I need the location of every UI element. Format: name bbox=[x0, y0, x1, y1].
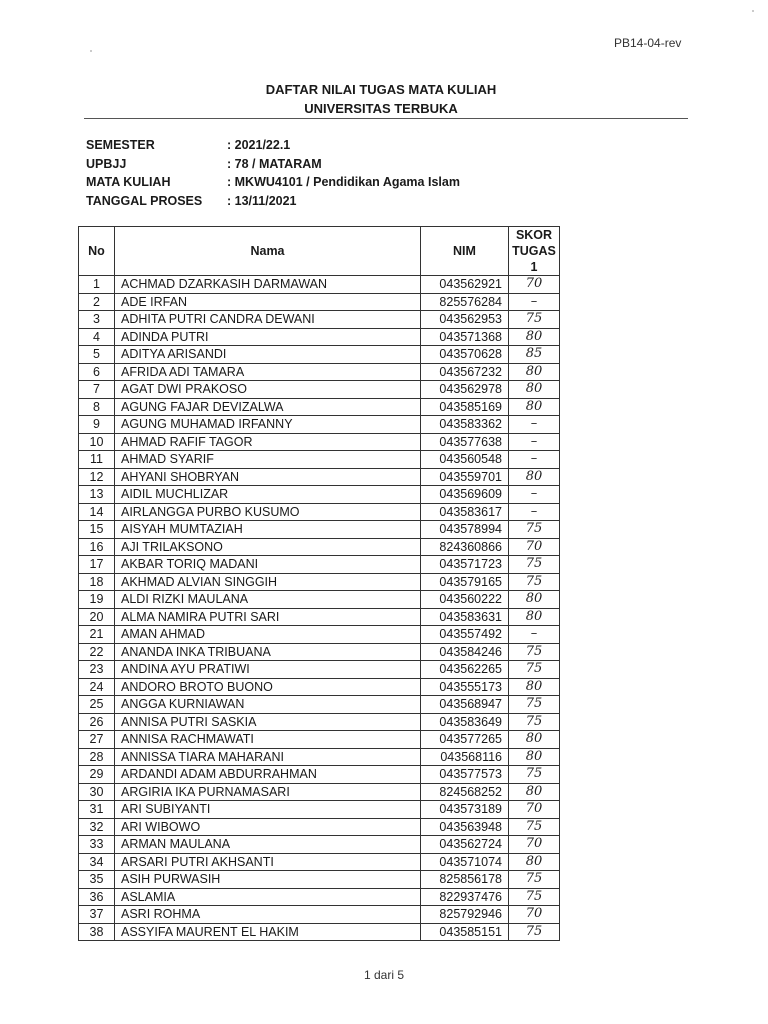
task-score: 70 bbox=[509, 538, 560, 556]
task-score: 75 bbox=[509, 818, 560, 836]
title-line-2: UNIVERSITAS TERBUKA bbox=[304, 101, 458, 116]
row-number: 13 bbox=[79, 486, 115, 504]
student-name: ARDANDI ADAM ABDURRAHMAN bbox=[115, 766, 421, 784]
student-nim: 043583617 bbox=[421, 503, 509, 521]
student-name: ANNISSA TIARA MAHARANI bbox=[115, 748, 421, 766]
table-row bbox=[79, 486, 560, 504]
table-row bbox=[79, 416, 560, 434]
table-row bbox=[79, 433, 560, 451]
row-number: 22 bbox=[79, 643, 115, 661]
header-name: Nama bbox=[115, 227, 421, 276]
table-row bbox=[79, 346, 560, 364]
student-nim: 822937476 bbox=[421, 888, 509, 906]
task-score: 75 bbox=[509, 696, 560, 714]
student-name: AFRIDA ADI TAMARA bbox=[115, 363, 421, 381]
task-score: 75 bbox=[509, 923, 560, 941]
table-row bbox=[79, 818, 560, 836]
task-score: 80 bbox=[509, 783, 560, 801]
meta-value: : 13/11/2021 bbox=[227, 193, 297, 208]
row-number: 20 bbox=[79, 608, 115, 626]
grades-table bbox=[78, 226, 560, 941]
student-name: AIRLANGGA PURBO KUSUMO bbox=[115, 503, 421, 521]
meta-row-semester bbox=[86, 136, 460, 155]
student-nim: 043560222 bbox=[421, 591, 509, 609]
student-nim: 043562953 bbox=[421, 311, 509, 329]
table-row bbox=[79, 521, 560, 539]
row-number: 34 bbox=[79, 853, 115, 871]
table-row bbox=[79, 468, 560, 486]
task-score: 75 bbox=[509, 643, 560, 661]
row-number: 9 bbox=[79, 416, 115, 434]
row-number: 37 bbox=[79, 906, 115, 924]
task-score: – bbox=[509, 433, 560, 451]
task-score: 80 bbox=[509, 363, 560, 381]
student-name: ALMA NAMIRA PUTRI SARI bbox=[115, 608, 421, 626]
student-nim: 043570628 bbox=[421, 346, 509, 364]
task-score: 75 bbox=[509, 311, 560, 329]
student-nim: 825856178 bbox=[421, 871, 509, 889]
student-nim: 824360866 bbox=[421, 538, 509, 556]
header-score-line-1: SKOR bbox=[515, 228, 553, 242]
task-score: 75 bbox=[509, 661, 560, 679]
table-row bbox=[79, 713, 560, 731]
table-row bbox=[79, 556, 560, 574]
row-number: 11 bbox=[79, 451, 115, 469]
table-row bbox=[79, 311, 560, 329]
task-score: 80 bbox=[509, 748, 560, 766]
row-number: 5 bbox=[79, 346, 115, 364]
task-score: 75 bbox=[509, 766, 560, 784]
student-name: ANDORO BROTO BUONO bbox=[115, 678, 421, 696]
table-row bbox=[79, 293, 560, 311]
table-header-row bbox=[79, 227, 560, 276]
student-name: ARSARI PUTRI AKHSANTI bbox=[115, 853, 421, 871]
task-score: – bbox=[509, 451, 560, 469]
student-nim: 043555173 bbox=[421, 678, 509, 696]
student-name: ARI WIBOWO bbox=[115, 818, 421, 836]
task-score: 80 bbox=[509, 591, 560, 609]
row-number: 29 bbox=[79, 766, 115, 784]
meta-key: SEMESTER bbox=[86, 138, 155, 152]
student-name: ANANDA INKA TRIBUANA bbox=[115, 643, 421, 661]
header-score bbox=[509, 227, 560, 276]
meta-value: : 78 / MATARAM bbox=[227, 156, 322, 171]
row-number: 12 bbox=[79, 468, 115, 486]
student-nim: 043571368 bbox=[421, 328, 509, 346]
row-number: 38 bbox=[79, 923, 115, 941]
student-nim: 043573189 bbox=[421, 801, 509, 819]
student-name: AGUNG MUHAMAD IRFANNY bbox=[115, 416, 421, 434]
student-name: ARI SUBIYANTI bbox=[115, 801, 421, 819]
task-score: 70 bbox=[509, 836, 560, 854]
student-name: ADINDA PUTRI bbox=[115, 328, 421, 346]
meta-row-course bbox=[86, 173, 460, 192]
table-row bbox=[79, 538, 560, 556]
task-score: 75 bbox=[509, 573, 560, 591]
student-nim: 043560548 bbox=[421, 451, 509, 469]
table-row bbox=[79, 626, 560, 644]
student-nim: 043577573 bbox=[421, 766, 509, 784]
table-row bbox=[79, 923, 560, 941]
row-number: 17 bbox=[79, 556, 115, 574]
task-score: 70 bbox=[509, 906, 560, 924]
student-nim: 043583631 bbox=[421, 608, 509, 626]
row-number: 35 bbox=[79, 871, 115, 889]
student-nim: 043562921 bbox=[421, 276, 509, 294]
student-name: AKHMAD ALVIAN SINGGIH bbox=[115, 573, 421, 591]
table-row bbox=[79, 591, 560, 609]
page-number: 1 dari 5 bbox=[363, 968, 405, 982]
student-nim: 043562978 bbox=[421, 381, 509, 399]
meta-row-process-date bbox=[86, 192, 460, 211]
row-number: 23 bbox=[79, 661, 115, 679]
task-score: 75 bbox=[509, 521, 560, 539]
table-row bbox=[79, 853, 560, 871]
table-row bbox=[79, 661, 560, 679]
table-row bbox=[79, 381, 560, 399]
task-score: 80 bbox=[509, 328, 560, 346]
student-nim: 043563948 bbox=[421, 818, 509, 836]
meta-row-upbjj bbox=[86, 155, 460, 174]
student-name: AGUNG FAJAR DEVIZALWA bbox=[115, 398, 421, 416]
scan-speck bbox=[90, 50, 92, 52]
student-name: ANGGA KURNIAWAN bbox=[115, 696, 421, 714]
student-nim: 043559701 bbox=[421, 468, 509, 486]
row-number: 25 bbox=[79, 696, 115, 714]
scan-speck bbox=[752, 10, 754, 12]
table-row bbox=[79, 451, 560, 469]
table-row bbox=[79, 836, 560, 854]
table-body bbox=[79, 276, 560, 941]
row-number: 14 bbox=[79, 503, 115, 521]
student-nim: 043562724 bbox=[421, 836, 509, 854]
row-number: 26 bbox=[79, 713, 115, 731]
task-score: 80 bbox=[509, 731, 560, 749]
task-score: 70 bbox=[509, 801, 560, 819]
student-nim: 043577265 bbox=[421, 731, 509, 749]
student-name: ANNISA RACHMAWATI bbox=[115, 731, 421, 749]
table-row bbox=[79, 328, 560, 346]
row-number: 27 bbox=[79, 731, 115, 749]
row-number: 21 bbox=[79, 626, 115, 644]
table-row bbox=[79, 783, 560, 801]
row-number: 7 bbox=[79, 381, 115, 399]
row-number: 32 bbox=[79, 818, 115, 836]
meta-value: : 2021/22.1 bbox=[227, 138, 291, 152]
table-row bbox=[79, 731, 560, 749]
student-nim: 043569609 bbox=[421, 486, 509, 504]
student-name: ASLAMIA bbox=[115, 888, 421, 906]
row-number: 36 bbox=[79, 888, 115, 906]
title-divider bbox=[84, 118, 688, 119]
student-nim: 824568252 bbox=[421, 783, 509, 801]
task-score: – bbox=[509, 486, 560, 504]
table-row bbox=[79, 363, 560, 381]
task-score: 80 bbox=[509, 678, 560, 696]
task-score: 75 bbox=[509, 888, 560, 906]
document-metadata bbox=[86, 136, 460, 210]
student-nim: 043579165 bbox=[421, 573, 509, 591]
task-score: 80 bbox=[509, 608, 560, 626]
row-number: 31 bbox=[79, 801, 115, 819]
student-nim: 043578994 bbox=[421, 521, 509, 539]
task-score: 75 bbox=[509, 713, 560, 731]
meta-value: : MKWU4101 / Pendidikan Agama Islam bbox=[227, 175, 460, 189]
task-score: – bbox=[509, 293, 560, 311]
student-name: ASSYIFA MAURENT EL HAKIM bbox=[115, 923, 421, 941]
task-score: 85 bbox=[509, 346, 560, 364]
table-row bbox=[79, 608, 560, 626]
student-nim: 825576284 bbox=[421, 293, 509, 311]
row-number: 24 bbox=[79, 678, 115, 696]
table-row bbox=[79, 503, 560, 521]
table-row bbox=[79, 398, 560, 416]
table-row bbox=[79, 888, 560, 906]
student-name: AMAN AHMAD bbox=[115, 626, 421, 644]
table-row bbox=[79, 643, 560, 661]
table-row bbox=[79, 766, 560, 784]
student-nim: 043562265 bbox=[421, 661, 509, 679]
student-nim: 043568947 bbox=[421, 696, 509, 714]
row-number: 19 bbox=[79, 591, 115, 609]
table-row bbox=[79, 748, 560, 766]
student-nim: 043571074 bbox=[421, 853, 509, 871]
row-number: 33 bbox=[79, 836, 115, 854]
student-name: ARGIRIA IKA PURNAMASARI bbox=[115, 783, 421, 801]
student-nim: 043568116 bbox=[421, 748, 509, 766]
task-score: 80 bbox=[509, 853, 560, 871]
task-score: 80 bbox=[509, 381, 560, 399]
student-name: ASIH PURWASIH bbox=[115, 871, 421, 889]
student-name: ANNISA PUTRI SASKIA bbox=[115, 713, 421, 731]
student-name: AGAT DWI PRAKOSO bbox=[115, 381, 421, 399]
task-score: – bbox=[509, 503, 560, 521]
row-number: 16 bbox=[79, 538, 115, 556]
row-number: 2 bbox=[79, 293, 115, 311]
title-line-1: DAFTAR NILAI TUGAS MATA KULIAH bbox=[265, 82, 497, 97]
table-row bbox=[79, 696, 560, 714]
student-name: AISYAH MUMTAZIAH bbox=[115, 521, 421, 539]
document-code: PB14-04-rev bbox=[614, 36, 682, 50]
student-nim: 043577638 bbox=[421, 433, 509, 451]
student-name: AHMAD RAFIF TAGOR bbox=[115, 433, 421, 451]
student-name: AHMAD SYARIF bbox=[115, 451, 421, 469]
row-number: 4 bbox=[79, 328, 115, 346]
header-nim: NIM bbox=[421, 227, 509, 276]
task-score: – bbox=[509, 626, 560, 644]
task-score: 80 bbox=[509, 468, 560, 486]
row-number: 8 bbox=[79, 398, 115, 416]
student-name: ADHITA PUTRI CANDRA DEWANI bbox=[115, 311, 421, 329]
student-name: ADE IRFAN bbox=[115, 293, 421, 311]
table-row bbox=[79, 871, 560, 889]
student-name: AKBAR TORIQ MADANI bbox=[115, 556, 421, 574]
student-name: ANDINA AYU PRATIWI bbox=[115, 661, 421, 679]
task-score: 75 bbox=[509, 556, 560, 574]
student-name: ACHMAD DZARKASIH DARMAWAN bbox=[115, 276, 421, 294]
document-title bbox=[0, 80, 768, 118]
meta-key: UPBJJ bbox=[86, 156, 127, 171]
student-name: ASRI ROHMA bbox=[115, 906, 421, 924]
table-row bbox=[79, 276, 560, 294]
row-number: 10 bbox=[79, 433, 115, 451]
row-number: 30 bbox=[79, 783, 115, 801]
student-nim: 043585151 bbox=[421, 923, 509, 941]
student-nim: 825792946 bbox=[421, 906, 509, 924]
row-number: 18 bbox=[79, 573, 115, 591]
student-name: AHYANI SHOBRYAN bbox=[115, 468, 421, 486]
table-row bbox=[79, 906, 560, 924]
row-number: 28 bbox=[79, 748, 115, 766]
table-row bbox=[79, 678, 560, 696]
student-nim: 043584246 bbox=[421, 643, 509, 661]
meta-key: MATA KULIAH bbox=[86, 175, 171, 189]
task-score: 70 bbox=[509, 276, 560, 294]
row-number: 6 bbox=[79, 363, 115, 381]
header-score-line-2: TUGAS bbox=[512, 244, 556, 258]
student-nim: 043567232 bbox=[421, 363, 509, 381]
student-name: ALDI RIZKI MAULANA bbox=[115, 591, 421, 609]
student-name: AIDIL MUCHLIZAR bbox=[115, 486, 421, 504]
header-no: No bbox=[79, 227, 115, 276]
student-name: AJI TRILAKSONO bbox=[115, 538, 421, 556]
task-score: – bbox=[509, 416, 560, 434]
row-number: 3 bbox=[79, 311, 115, 329]
task-score: 75 bbox=[509, 871, 560, 889]
student-name: ADITYA ARISANDI bbox=[115, 346, 421, 364]
row-number: 1 bbox=[79, 276, 115, 294]
table-row bbox=[79, 801, 560, 819]
student-nim: 043585169 bbox=[421, 398, 509, 416]
row-number: 15 bbox=[79, 521, 115, 539]
student-nim: 043571723 bbox=[421, 556, 509, 574]
student-name: ARMAN MAULANA bbox=[115, 836, 421, 854]
task-score: 80 bbox=[509, 398, 560, 416]
student-nim: 043583649 bbox=[421, 713, 509, 731]
table-row bbox=[79, 573, 560, 591]
meta-key: TANGGAL PROSES bbox=[86, 193, 203, 208]
student-nim: 043557492 bbox=[421, 626, 509, 644]
header-score-line-3: 1 bbox=[530, 260, 538, 274]
student-nim: 043583362 bbox=[421, 416, 509, 434]
